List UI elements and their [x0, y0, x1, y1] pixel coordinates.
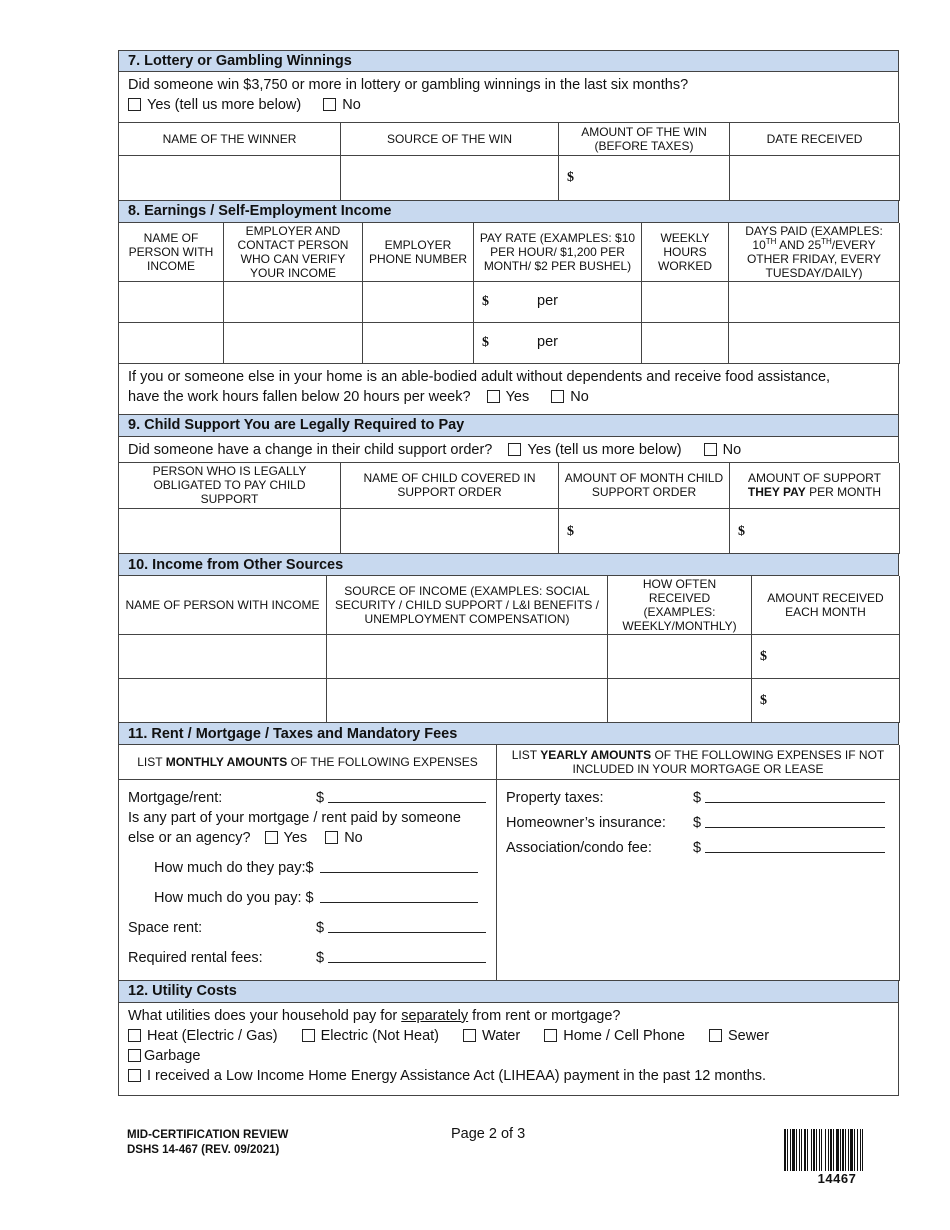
homeowners-insurance-field[interactable] — [705, 813, 885, 828]
col-obligated-person: PERSON WHO IS LEGALLY OBLIGATED TO PAY CHILD SUPPORT — [119, 463, 341, 509]
barcode — [784, 1129, 890, 1171]
lottery-yes-checkbox[interactable] — [128, 98, 141, 111]
obligated-person-field[interactable] — [119, 509, 341, 554]
win-amount-field[interactable]: $ — [559, 155, 730, 200]
you-pay-field[interactable] — [320, 888, 478, 903]
section-11-title: 11. Rent / Mortgage / Taxes and Mandatory Fees — [128, 725, 458, 742]
section-12-header — [118, 981, 899, 1003]
lottery-no-label: No — [342, 97, 361, 113]
col-earner-name: NAME OF PERSON WITH INCOME — [119, 223, 224, 282]
mortgage-rent-field[interactable] — [328, 788, 486, 803]
heat-checkbox[interactable] — [128, 1029, 141, 1042]
section-9-title: 9. Child Support You are Legally Required to Pay — [128, 417, 465, 433]
lottery-question: Did someone win $3,750 or more in lottery or gambling winnings in the last six months? — [128, 77, 689, 93]
col-employer-contact: EMPLOYER AND CONTACT PERSON WHO CAN VERIFY YOUR INCOME — [224, 223, 363, 282]
section-9-header — [118, 415, 899, 437]
support-yes-checkbox[interactable] — [508, 443, 521, 456]
income-source-field[interactable] — [327, 679, 608, 723]
earnings-table — [118, 223, 900, 364]
weekly-hours-field[interactable] — [642, 281, 729, 322]
child-support-question: Did someone have a change in their child support order? Yes (tell us more below) No — [118, 437, 899, 463]
abawd-yes-label: Yes — [505, 388, 530, 405]
section-12-title: 12. Utility Costs — [128, 983, 237, 999]
association-fee-field[interactable] — [705, 838, 885, 853]
income-person-field[interactable] — [119, 635, 327, 679]
electric-checkbox[interactable] — [302, 1029, 315, 1042]
section-11-header — [118, 723, 899, 745]
col-income-person: NAME OF PERSON WITH INCOME — [119, 576, 327, 635]
income-source-field[interactable] — [327, 635, 608, 679]
liheaa-checkbox[interactable] — [128, 1069, 141, 1082]
monthly-expenses-panel: Mortgage/rent: $ Is any part of your mortgage / rent paid by someone else or an agency? Yes No How much do they pay:$ How much do you pay: $ Space rent: $ Required rental fees: $ — [119, 779, 497, 980]
yearly-expenses-panel: Property taxes: $ Homeowner’s insurance: $ Association/condo fee: $ — [497, 779, 900, 980]
support-no-checkbox[interactable] — [704, 443, 717, 456]
income-amount-field[interactable]: $ — [752, 679, 900, 723]
col-win-source: SOURCE OF THE WIN — [341, 123, 559, 155]
they-pay-field[interactable]: $ — [730, 509, 900, 554]
monthly-expenses-header: LIST MONTHLY AMOUNTS OF THE FOLLOWING EXPENSES — [119, 745, 497, 779]
form-page — [118, 50, 899, 1096]
property-taxes-field[interactable] — [705, 788, 885, 803]
phone-checkbox[interactable] — [544, 1029, 557, 1042]
col-employer-phone: EMPLOYER PHONE NUMBER — [363, 223, 474, 282]
employer-phone-field[interactable] — [363, 322, 474, 363]
win-source-field[interactable] — [341, 155, 559, 200]
col-days-paid: DAYS PAID (EXAMPLES: 10TH AND 25TH/EVERY OTHER FRIDAY, EVERY TUESDAY/DAILY) — [729, 223, 900, 282]
section-10-header — [118, 554, 899, 576]
liheaa-label: I received a Low Income Home Energy Assistance Act (LIHEAA) payment in the past 12 months. — [147, 1067, 766, 1084]
col-order-amount: AMOUNT OF MONTH CHILD SUPPORT ORDER — [559, 463, 730, 509]
days-paid-field[interactable] — [729, 281, 900, 322]
income-amount-field[interactable]: $ — [752, 635, 900, 679]
rental-fees-field[interactable] — [328, 948, 486, 963]
employer-contact-field[interactable] — [224, 281, 363, 322]
days-paid-field[interactable] — [729, 322, 900, 363]
earner-name-field[interactable] — [119, 281, 224, 322]
abawd-yes-checkbox[interactable] — [487, 390, 500, 403]
section-7-title: 7. Lottery or Gambling Winnings — [128, 53, 352, 69]
page-number: Page 2 of 3 — [451, 1126, 526, 1142]
employer-contact-field[interactable] — [224, 322, 363, 363]
child-support-table — [118, 463, 900, 555]
col-income-frequency: HOW OFTEN RECEIVED (EXAMPLES: WEEKLY/MONTHLY) — [608, 576, 752, 635]
form-title: MID-CERTIFICATION REVIEW — [127, 1129, 289, 1141]
order-amount-field[interactable]: $ — [559, 509, 730, 554]
sewer-checkbox[interactable] — [709, 1029, 722, 1042]
winner-name-field[interactable] — [119, 155, 341, 200]
col-child-name: NAME OF CHILD COVERED IN SUPPORT ORDER — [341, 463, 559, 509]
other-income-table — [118, 576, 900, 723]
col-income-amount: AMOUNT RECEIVED EACH MONTH — [752, 576, 900, 635]
col-date-received: DATE RECEIVED — [730, 123, 900, 155]
income-frequency-field[interactable] — [608, 679, 752, 723]
lottery-no-checkbox[interactable] — [323, 98, 336, 111]
child-name-field[interactable] — [341, 509, 559, 554]
section-8-title: 8. Earnings / Self-Employment Income — [128, 203, 392, 219]
section-10-title: 10. Income from Other Sources — [128, 556, 344, 573]
section-7-question — [118, 72, 899, 123]
col-they-pay: AMOUNT OF SUPPORT THEY PAY PER MONTH — [730, 463, 900, 509]
pay-rate-field[interactable]: $ per — [474, 281, 642, 322]
utility-panel: What utilities does your household pay for separately from rent or mortgage? Heat (Electric / Gas) Electric (Not Heat) Water Home / Cell Phone Sewer Garbage I received a Low Income Home Energy Assistance Act (LIHEAA) payment in the past 12 months. — [118, 1003, 899, 1096]
form-footer — [127, 1128, 288, 1158]
section-8-header — [118, 201, 899, 223]
lottery-yes-label: Yes (tell us more below) — [147, 97, 302, 113]
section-7-header — [118, 50, 899, 72]
support-yes-label: Yes (tell us more below) — [527, 441, 682, 458]
utility-question: What utilities does your household pay for separately from rent or mortgage? — [128, 1007, 621, 1024]
earner-name-field[interactable] — [119, 322, 224, 363]
barcode-number: 14467 — [817, 1171, 857, 1186]
garbage-checkbox[interactable] — [128, 1049, 141, 1062]
abawd-no-checkbox[interactable] — [551, 390, 564, 403]
abawd-no-label: No — [570, 388, 589, 405]
yearly-expenses-header: LIST YEARLY AMOUNTS OF THE FOLLOWING EXPENSES IF NOT INCLUDED IN YOUR MORTGAGE OR LEASE — [497, 745, 900, 779]
support-no-label: No — [722, 441, 742, 458]
water-checkbox[interactable] — [463, 1029, 476, 1042]
income-frequency-field[interactable] — [608, 635, 752, 679]
they-pay-field[interactable] — [320, 858, 478, 873]
col-income-source: SOURCE OF INCOME (EXAMPLES: SOCIAL SECURITY / CHILD SUPPORT / L&I BENEFITS / UNEMPLOYMENT COMPENSATION) — [327, 576, 608, 635]
paid-by-other-yes-checkbox[interactable] — [265, 831, 278, 844]
income-person-field[interactable] — [119, 679, 327, 723]
abawd-question: If you or someone else in your home is an able-bodied adult without dependents and receive food assistance, have the work hours fallen below 20 hours per week? Yes No — [118, 364, 899, 415]
col-win-amount: AMOUNT OF THE WIN (BEFORE TAXES) — [559, 123, 730, 155]
weekly-hours-field[interactable] — [642, 322, 729, 363]
col-winner-name: NAME OF THE WINNER — [119, 123, 341, 155]
lottery-table — [118, 123, 900, 201]
col-weekly-hours: WEEKLY HOURS WORKED — [642, 223, 729, 282]
paid-by-other-no-checkbox[interactable] — [325, 831, 338, 844]
pay-rate-field[interactable]: $ per — [474, 322, 642, 363]
date-received-field[interactable] — [730, 155, 900, 200]
col-pay-rate: PAY RATE (EXAMPLES: $10 PER HOUR/ $1,200 PER MONTH/ $2 PER BUSHEL) — [474, 223, 642, 282]
space-rent-field[interactable] — [328, 918, 486, 933]
expenses-table — [118, 745, 900, 981]
employer-phone-field[interactable] — [363, 281, 474, 322]
form-number: DSHS 14-467 (REV. 09/2021) — [127, 1144, 280, 1156]
